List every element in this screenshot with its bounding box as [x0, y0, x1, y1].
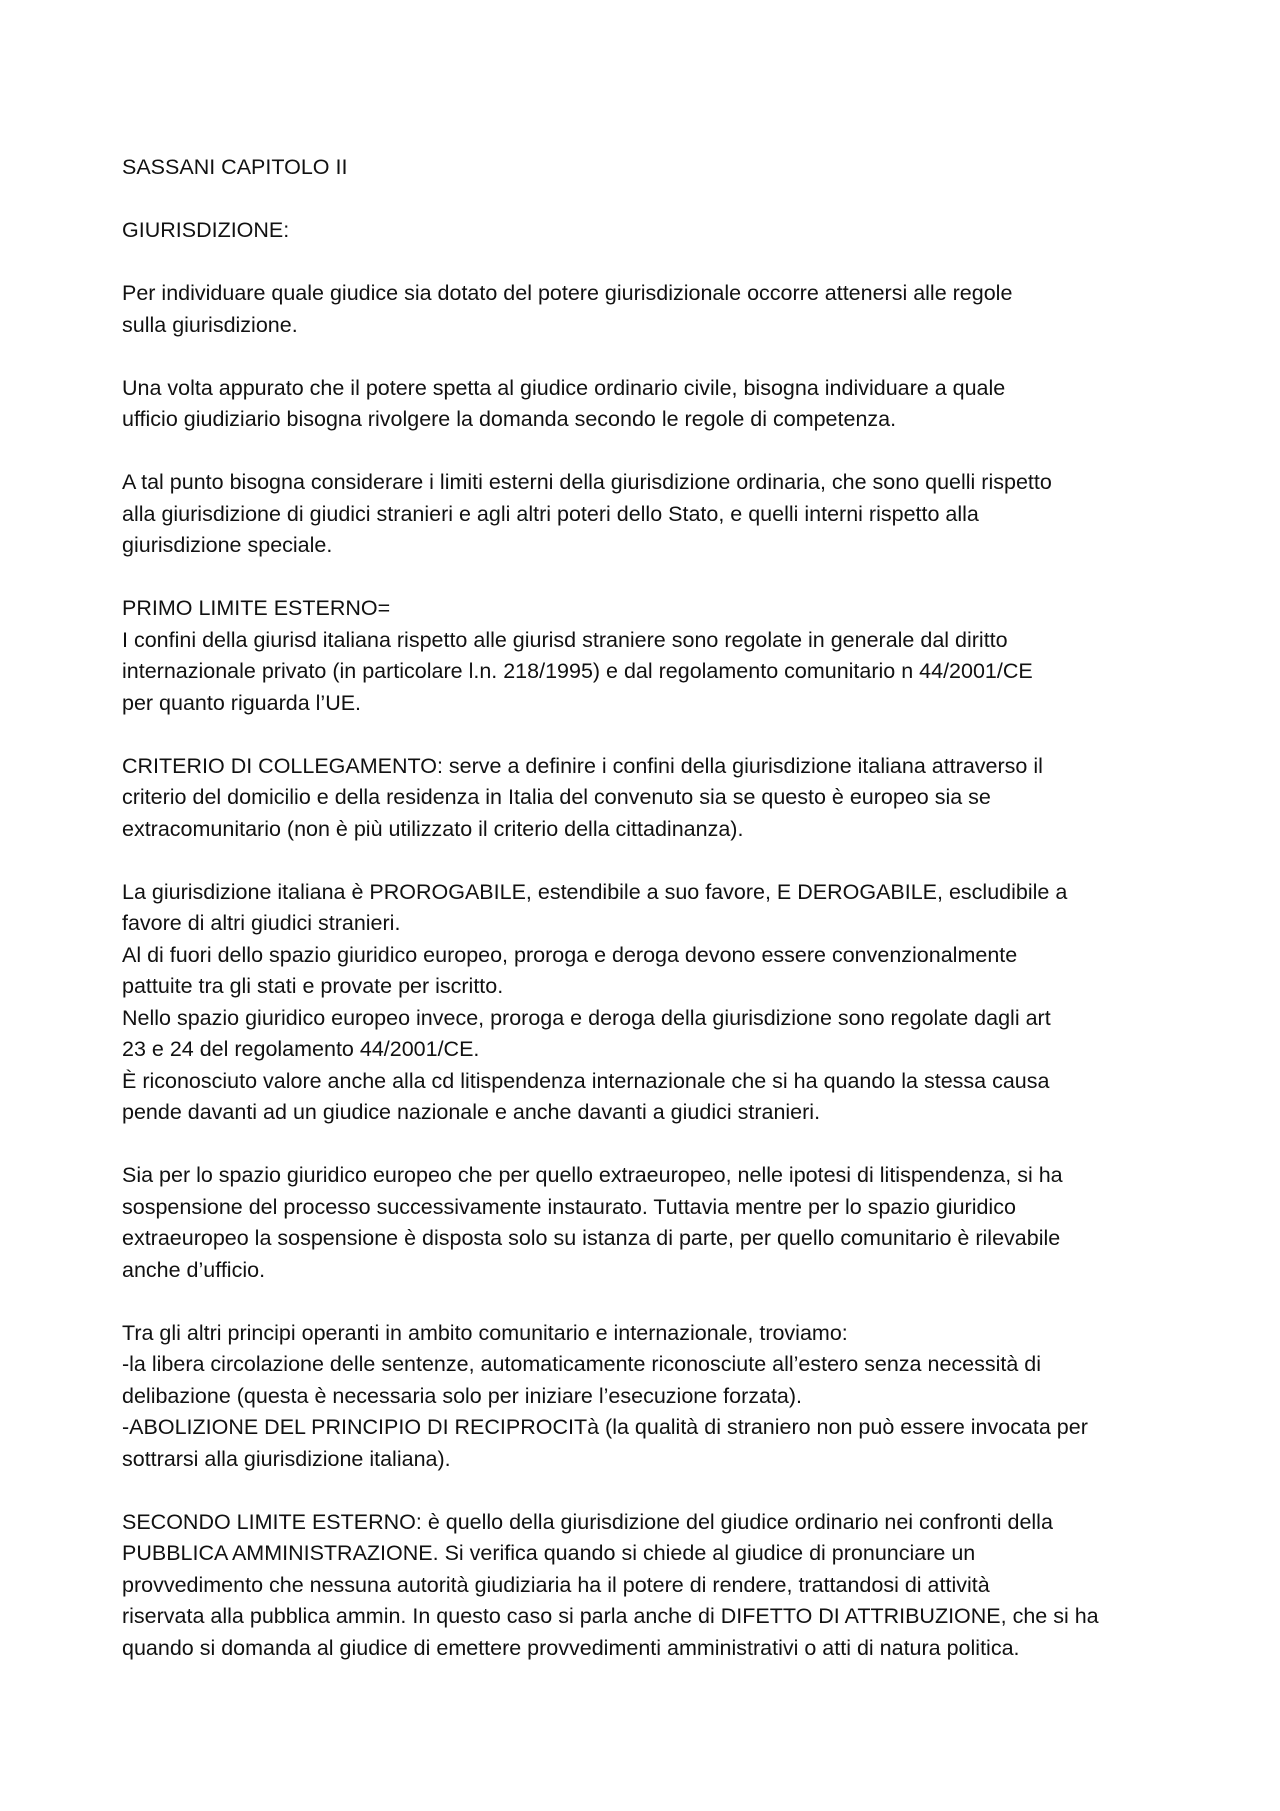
document-paragraph	[122, 1507, 1172, 1665]
document-paragraph	[122, 467, 1172, 562]
text-line: SASSANI CAPITOLO II	[122, 155, 348, 179]
document-paragraph	[122, 877, 1172, 1129]
text-line: criterio del domicilio e della residenza in Italia del convenuto sia se questo è europeo sia se	[122, 785, 991, 809]
text-line: alla giurisdizione di giudici stranieri e agli altri poteri dello Stato, e quelli interni rispetto alla	[122, 501, 979, 526]
text-line: giurisdizione speciale.	[122, 533, 333, 557]
document-paragraph	[122, 152, 1172, 184]
document-paragraph	[122, 1318, 1172, 1476]
text-line: Nello spazio giuridico europeo invece, proroga e deroga della giurisdizione sono regolate dagli art	[122, 1005, 1051, 1030]
document-body	[122, 152, 1172, 1696]
document-paragraph	[122, 373, 1172, 436]
text-line: pattuite tra gli stati e provate per iscritto.	[122, 974, 504, 998]
text-line: sottrarsi alla giurisdizione italiana).	[122, 1446, 451, 1471]
text-line: Una volta appurato che il potere spetta al giudice ordinario civile, bisogna individuare a quale	[122, 375, 1006, 400]
text-line: PRIMO LIMITE ESTERNO=	[122, 596, 391, 620]
text-line: -la libera circolazione delle sentenze, automaticamente riconosciute all’estero senza necessità di	[122, 1352, 1042, 1376]
text-line: extraeuropeo la sospensione è disposta solo su istanza di parte, per quello comunitario è rilevabile	[122, 1226, 1061, 1250]
text-line: -ABOLIZIONE DEL PRINCIPIO DI RECIPROCITà (la qualità di straniero non può essere invocata per	[122, 1415, 1088, 1439]
text-line: extracomunitario (non è più utilizzato il criterio della cittadinanza).	[122, 816, 744, 841]
document-paragraph	[122, 593, 1172, 719]
text-line: 23 e 24 del regolamento 44/2001/CE.	[122, 1037, 480, 1061]
text-line: ufficio giudiziario bisogna rivolgere la domanda secondo le regole di competenza.	[122, 407, 897, 431]
text-line: I confini della giurisd italiana rispetto alle giurisd straniere sono regolate in generale dal diritto	[122, 627, 1008, 652]
text-line: internazionale privato (in particolare l.n. 218/1995) e dal regolamento comunitario n 44/2001/CE	[122, 659, 1033, 683]
document-paragraph	[122, 215, 1172, 247]
text-line: La giurisdizione italiana è PROROGABILE, estendibile a suo favore, E DEROGABILE, escludibile a	[122, 879, 1068, 904]
document-paragraph	[122, 1160, 1172, 1286]
text-line: quando si domanda al giudice di emettere provvedimenti amministrativi o atti di natura politica.	[122, 1635, 1020, 1660]
document-paragraph	[122, 751, 1172, 846]
text-line: delibazione (questa è necessaria solo per iniziare l’esecuzione forzata).	[122, 1383, 803, 1408]
text-line: GIURISDIZIONE:	[122, 218, 290, 242]
text-line: sulla giurisdizione.	[122, 312, 298, 337]
text-line: Sia per lo spazio giuridico europeo che per quello extraeuropeo, nelle ipotesi di litispendenza, si ha	[122, 1163, 1063, 1187]
text-line: pende davanti ad un giudice nazionale e anche davanti a giudici stranieri.	[122, 1100, 821, 1124]
text-line: sospensione del processo successivamente instaurato. Tuttavia mentre per lo spazio giuridico	[122, 1194, 1016, 1219]
document-paragraph	[122, 278, 1172, 341]
text-line: A tal punto bisogna considerare i limiti esterni della giurisdizione ordinaria, che sono quelli rispetto	[122, 470, 1052, 494]
text-line: Al di fuori dello spazio giuridico europeo, proroga e deroga devono essere convenzionalmente	[122, 942, 1018, 967]
text-line: Tra gli altri principi operanti in ambito comunitario e internazionale, troviamo:	[122, 1320, 848, 1345]
text-line: SECONDO LIMITE ESTERNO: è quello della giurisdizione del giudice ordinario nei confronti della	[122, 1509, 1053, 1534]
text-line: favore di altri giudici stranieri.	[122, 911, 401, 935]
text-line: CRITERIO DI COLLEGAMENTO: serve a definire i confini della giurisdizione italiana attraverso il	[122, 753, 1043, 778]
text-line: provvedimento che nessuna autorità giudiziaria ha il potere di rendere, trattandosi di attività	[122, 1572, 990, 1597]
text-line: riservata alla pubblica ammin. In questo caso si parla anche di DIFETTO DI ATTRIBUZIONE, che si ha	[122, 1604, 1099, 1628]
text-line: Per individuare quale giudice sia dotato del potere giurisdizionale occorre attenersi alle regole	[122, 281, 1013, 305]
text-line: È riconosciuto valore anche alla cd litispendenza internazionale che si ha quando la stessa causa	[122, 1068, 1050, 1093]
text-line: per quanto riguarda l’UE.	[122, 690, 362, 715]
text-line: anche d’ufficio.	[122, 1257, 266, 1282]
text-line: PUBBLICA AMMINISTRAZIONE. Si verifica quando si chiede al giudice di pronunciare un	[122, 1541, 976, 1565]
